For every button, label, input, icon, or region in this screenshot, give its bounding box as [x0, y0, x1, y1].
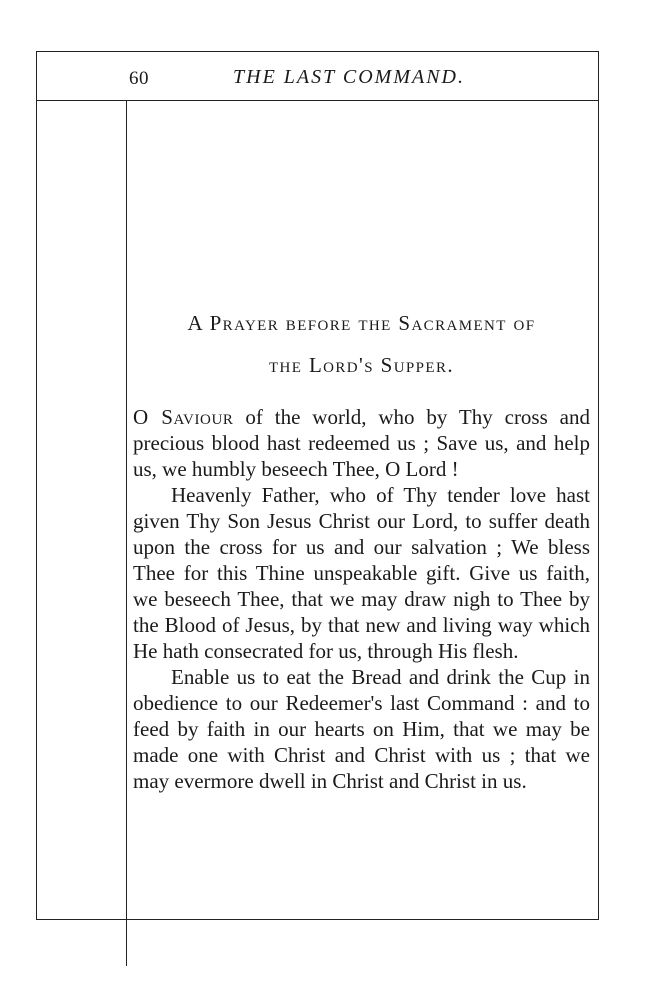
page-number: 60 — [129, 68, 149, 89]
prayer-paragraph-1-lead: O Saviour — [133, 405, 234, 429]
running-header — [37, 52, 598, 101]
prayer-paragraph-3: Enable us to eat the Bread and drink the Cup in obedience to our Redeemer's last Command : and to feed by faith in our hearts on Him, that we may be made one with Christ and Christ with us ; that we may evermore dwell in Christ and Christ in us. — [133, 665, 590, 793]
prayer-section — [133, 302, 590, 794]
prayer-paragraph-1-text: of the world, who by Thy cross and precious blood hast redeemed us ; Save us, and help us, we humbly beseech Thee, O Lord ! — [133, 405, 590, 481]
page-frame — [36, 51, 599, 920]
prayer-paragraph-1 — [133, 404, 590, 482]
running-title: THE LAST COMMAND. — [233, 66, 465, 88]
prayer-title-line-1: A Prayer before the Sacrament of — [187, 311, 536, 335]
prayer-paragraph-2: Heavenly Father, who of Thy tender love hast given Thy Son Jesus Christ our Lord, to suffer death upon the cross for us and our salvation ; We bless Thee for this Thine unspeakable gift. Give us faith, we beseech Thee, that we may draw nigh to Thee by the Blood of Jesus, by that new and living way which He hath consecrated for us, through His flesh. — [133, 483, 590, 663]
prayer-title — [133, 302, 590, 386]
margin-rule — [126, 100, 127, 966]
prayer-title-line-2: the Lord's Supper. — [268, 353, 455, 377]
prayer-body — [133, 404, 590, 794]
